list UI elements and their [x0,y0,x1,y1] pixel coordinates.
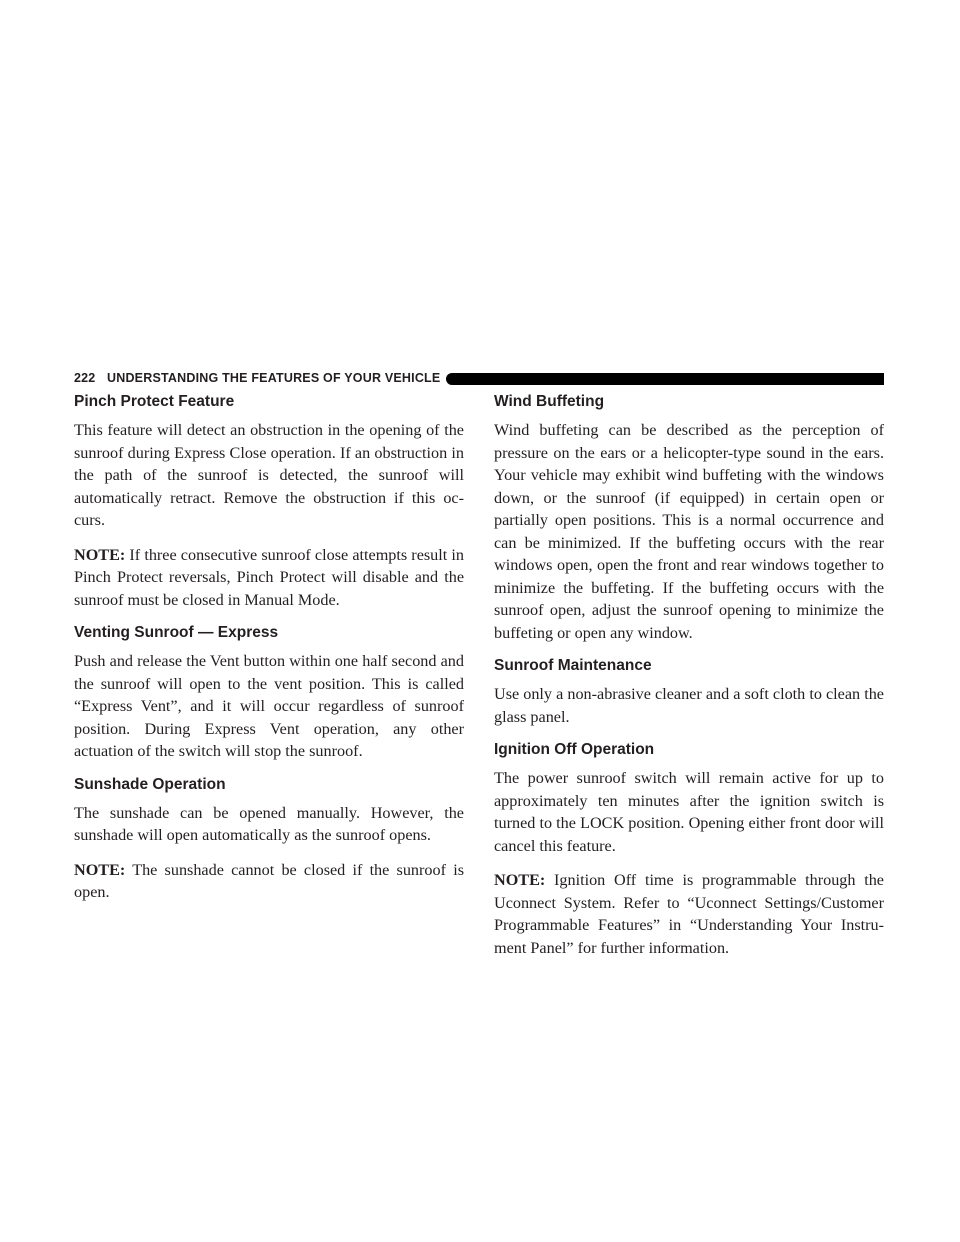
note-label: NOTE: [74,545,126,564]
right-column [494,392,884,971]
section-sunshade [74,775,464,904]
body-paragraph: This feature will detect an obstruction in the opening of the sunroof during Express Close operation. If an obstruction in the path of the sunroof is detected, the sunroof will automatically retract. Remove the obstruction if this oc-curs. [74,421,464,529]
section-wind-buffeting [494,392,884,644]
section-ignition-off [494,740,884,959]
section-heading: Sunshade Operation [74,775,226,793]
section-heading: Venting Sunroof — Express [74,624,279,641]
note-paragraph: NOTE: The sunshade cannot be closed if the sunroof is open. [74,860,464,901]
body-paragraph: Push and release the Vent button within one half second and the sunroof will open to the vent position. This is called “Express Vent”, and it will occur regardless of sunroof position. During Express Vent operation, any other actuation of the switch will stop the sunroof. [74,652,464,760]
body-paragraph: The power sunroof switch will remain active for up to approximately ten minutes after the ignition switch is turned to the LOCK position. Opening either front door will cancel this feature. [494,769,884,855]
body-paragraph: Wind buffeting can be described as the perception of pressure on the ears or a helicopter-type sound in the ears. Your vehicle may exhibit wind buffeting with the windows down, or the sunroof (if equipped) in certain open or partially open positions. This is a normal occurrence and can be minimized. If the buffeting occurs with the rear windows open, open the front and rear windows together to minimize the buffeting. If the buffeting occurs with the sunroof open, adjust the sunroof opening to minimize the buffeting or open any window. [494,421,884,642]
section-sunroof-maintenance [494,656,884,728]
note-paragraph: NOTE: If three consecutive sunroof close attempts result in Pinch Protect reversals, Pinch Protect will disable and the sunroof must be closed in Manual Mode. [74,545,464,609]
note-label: NOTE: [494,871,546,889]
chapter-title: UNDERSTANDING THE FEATURES OF YOUR VEHICLE [107,371,441,385]
section-heading: Sunroof Maintenance [494,657,652,674]
section-pinch-protect [74,392,464,611]
page-number: 222 [74,371,96,385]
section-venting-sunroof [74,623,464,763]
body-paragraph: The sunshade can be opened manually. However, the sunshade will open automatically as the sunroof opens. [74,803,464,844]
note-paragraph: NOTE: Ignition Off time is programmable through the Uconnect System. Refer to “Uconnect Settings/Customer Programmable Features” in “Understanding Your Instru-ment Panel” for further information. [494,871,884,957]
page-header [74,370,884,387]
note-label: NOTE: [74,860,126,879]
header-rule-bar [446,373,884,385]
section-heading: Ignition Off Operation [494,741,655,758]
section-heading: Pinch Protect Feature [74,393,235,410]
body-paragraph: Use only a non-abrasive cleaner and a soft cloth to clean the glass panel. [494,685,884,726]
section-heading: Wind Buffeting [494,393,605,410]
left-column [74,392,464,916]
